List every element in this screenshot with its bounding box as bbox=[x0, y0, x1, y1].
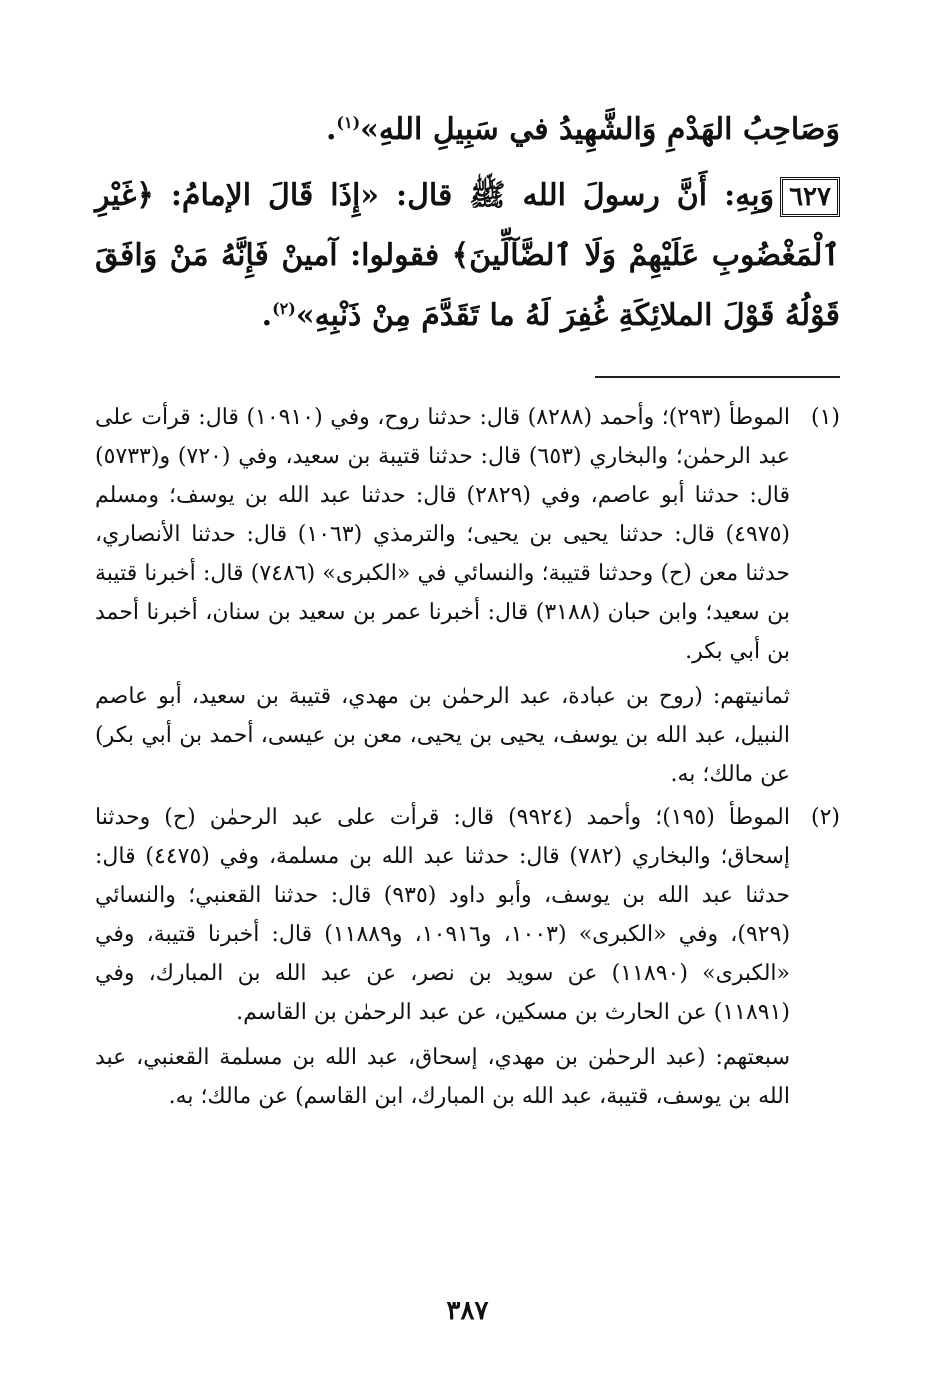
footnote-separator-wrap bbox=[95, 346, 840, 398]
footnotes bbox=[95, 398, 840, 1116]
footnote-ref-2: (٢) bbox=[272, 299, 296, 318]
footnote-paragraph: سبعتهم: (عبد الرحمٰن بن مهدي، إسحاق، عبد الله بن مسلمة القعنبي، عبد الله بن يوسف، قتيبة، عبد الله بن المبارك، ابن القاسم) عن مالك؛ به. bbox=[95, 1045, 790, 1109]
footnote-2 bbox=[95, 798, 840, 1116]
footnote-body bbox=[95, 398, 790, 794]
footnote-separator bbox=[595, 376, 840, 378]
footnote-1 bbox=[95, 398, 840, 794]
footnote-number: (١) bbox=[810, 405, 840, 430]
hadith-continuation bbox=[95, 100, 840, 160]
continuation-text: وَصَاحِبُ الهَدْمِ وَالشَّهِيدُ في سَبِيلِ اللهِ» bbox=[360, 112, 840, 147]
footnote-paragraph: الموطأ (١٩٥)؛ وأحمد (٩٩٢٤) قال: قرأت على عبد الرحمٰن (ح) وحدثنا إسحاق؛ والبخاري (٧٨٢) قال: حدثنا عبد الله بن مسلمة، وفي (٤٤٧٥) قال: حدثنا عبد الله بن يوسف، وأبو داود (٩٣٥) قال: حدثنا القعنبي؛ والنسائي (٩٢٩)، وفي «الكبرى» (١٠٠٣، و١٠٩١٦، و١١٨٨٩) قال: أخبرنا قتيبة، وفي «الكبرى» (١١٨٩٠) عن سويد بن نصر، عن عبد الله بن المبارك، وفي (١١٨٩١) عن الحارث بن مسكين، عن عبد الرحمٰن بن القاسم. bbox=[95, 805, 791, 1025]
book-page bbox=[95, 100, 840, 1324]
footnote-paragraph: ثمانيتهم: (روح بن عبادة، عبد الرحمٰن بن مهدي، قتيبة بن سعيد، أبو عاصم النبيل، عبد الله بن يوسف، يحيى بن يحيى، معن بن عيسى، أحمد بن أبي بكر) عن مالك؛ به. bbox=[95, 684, 790, 787]
footnote-paragraph: الموطأ (٢٩٣)؛ وأحمد (٨٢٨٨) قال: حدثنا روح، وفي (١٠٩١٠) قال: قرأت على عبد الرحمٰن؛ والبخاري (٦٥٣) قال: حدثنا قتيبة بن سعيد، وفي (٧٢٠) و(٥٧٣٣) قال: حدثنا أبو عاصم، وفي (٢٨٢٩) قال: حدثنا عبد الله بن يوسف؛ ومسلم (٤٩٧٥) قال: حدثنا يحيى بن يحيى؛ والترمذي (١٠٦٣) قال: حدثنا الأنصاري، حدثنا معن (ح) وحدثنا قتيبة؛ والنسائي في «الكبرى» (٧٤٨٦) قال: أخبرنا قتيبة بن سعيد؛ وابن حبان (٣١٨٨) قال: أخبرنا عمر بن سعيد بن سنان، أخبرنا أحمد بن أبي بكر. bbox=[95, 405, 790, 664]
footnote-body bbox=[95, 798, 790, 1116]
footnote-ref-1: (١) bbox=[336, 113, 361, 132]
hadith-627 bbox=[95, 166, 840, 346]
page-number: ٣٨٧ bbox=[446, 1296, 489, 1326]
footnote-number: (٢) bbox=[810, 805, 840, 830]
line-end: . bbox=[325, 112, 337, 147]
main-text bbox=[95, 100, 840, 346]
hadith-end: . bbox=[261, 298, 273, 333]
hadith-number: ٦٢٧ bbox=[780, 177, 840, 217]
hadith-text: وَبِهِ: أَنَّ رسولَ الله ﷺ قال: «إِذَا قَالَ الإمامُ: ﴿غَيْرِ ٱلْمَغْضُوبِ عَلَيْهِمْ وَلَا ٱلضَّآلِّينَ﴾ فقولوا: آمينْ فَإِنَّهُ مَنْ وَافَقَ قَوْلُهُ قَوْلَ الملائِكَةِ غُفِرَ لَهُ ما تَقَدَّمَ مِنْ ذَنْبِهِ» bbox=[95, 178, 840, 333]
